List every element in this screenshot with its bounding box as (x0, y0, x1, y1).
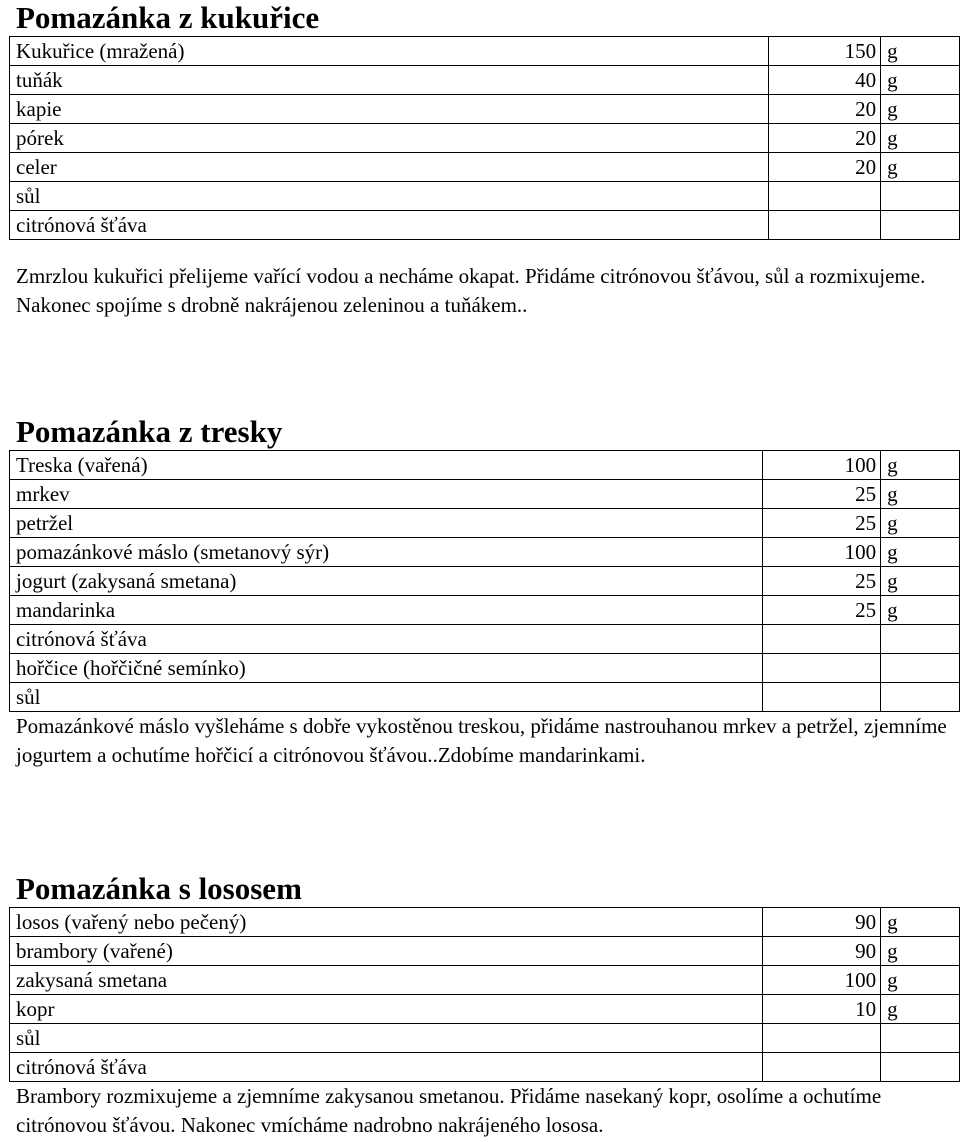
ingredient-name: brambory (vařené) (10, 937, 763, 966)
ingredient-name: sůl (10, 182, 769, 211)
ingredient-row (10, 995, 960, 1024)
ingredient-amount: 20 (769, 124, 881, 153)
ingredient-name: mandarinka (10, 596, 763, 625)
ingredient-unit: g (881, 596, 960, 625)
ingredient-name: kopr (10, 995, 763, 1024)
ingredient-unit: g (881, 937, 960, 966)
ingredient-unit: g (881, 153, 960, 182)
ingredient-row (10, 625, 960, 654)
ingredient-amount: 90 (763, 908, 881, 937)
ingredient-name: tuňák (10, 66, 769, 95)
ingredient-name: hořčice (hořčičné semínko) (10, 654, 763, 683)
ingredient-name: sůl (10, 1024, 763, 1053)
ingredient-unit: g (881, 995, 960, 1024)
ingredient-unit (881, 625, 960, 654)
ingredient-row (10, 567, 960, 596)
ingredient-amount: 25 (763, 596, 881, 625)
ingredient-row (10, 153, 960, 182)
ingredient-unit (881, 1053, 960, 1082)
recipe-cod-spread (0, 414, 960, 770)
ingredient-name: zakysaná smetana (10, 966, 763, 995)
ingredient-row (10, 451, 960, 480)
ingredient-amount: 100 (763, 451, 881, 480)
ingredient-row (10, 37, 960, 66)
ingredient-row (10, 1053, 960, 1082)
ingredient-name: citrónová šťáva (10, 1053, 763, 1082)
ingredient-amount: 100 (763, 966, 881, 995)
ingredient-unit (881, 1024, 960, 1053)
ingredient-row (10, 1024, 960, 1053)
ingredient-unit: g (881, 124, 960, 153)
ingredient-row (10, 211, 960, 240)
ingredient-amount: 20 (769, 95, 881, 124)
ingredient-amount: 90 (763, 937, 881, 966)
recipe-title: Pomazánka z kukuřice (16, 0, 320, 35)
ingredient-amount (769, 182, 881, 211)
ingredients-table (9, 907, 960, 1082)
ingredient-amount: 40 (769, 66, 881, 95)
ingredient-row (10, 538, 960, 567)
ingredient-unit: g (881, 966, 960, 995)
ingredient-name: jogurt (zakysaná smetana) (10, 567, 763, 596)
ingredient-row (10, 654, 960, 683)
ingredient-name: sůl (10, 683, 763, 712)
recipe-title: Pomazánka z tresky (16, 414, 283, 449)
ingredient-amount: 100 (763, 538, 881, 567)
ingredient-unit (881, 683, 960, 712)
ingredient-row (10, 509, 960, 538)
ingredient-unit (881, 182, 960, 211)
recipe-corn-spread (0, 0, 960, 320)
ingredient-unit: g (881, 908, 960, 937)
ingredient-name: petržel (10, 509, 763, 538)
ingredient-name: celer (10, 153, 769, 182)
ingredient-row (10, 908, 960, 937)
ingredient-unit: g (881, 480, 960, 509)
ingredient-name: kapie (10, 95, 769, 124)
recipe-instructions: Brambory rozmixujeme a zjemníme zakysanou smetanou. Přidáme nasekaný kopr, osolíme a ochutíme citrónovou šťávou. Nakonec vmícháme nadrobno nakrájeného lososa. (16, 1084, 882, 1137)
ingredients-table (9, 450, 960, 712)
ingredient-name: Kukuřice (mražená) (10, 37, 769, 66)
ingredient-amount: 25 (763, 567, 881, 596)
ingredient-unit: g (881, 567, 960, 596)
ingredient-name: pórek (10, 124, 769, 153)
ingredient-unit (881, 211, 960, 240)
ingredient-amount (769, 211, 881, 240)
ingredient-amount (763, 1053, 881, 1082)
ingredient-unit: g (881, 451, 960, 480)
recipe-salmon-spread (0, 871, 960, 1140)
ingredient-row (10, 683, 960, 712)
ingredient-name: Treska (vařená) (10, 451, 763, 480)
ingredient-name: losos (vařený nebo pečený) (10, 908, 763, 937)
ingredient-row (10, 966, 960, 995)
ingredient-amount: 10 (763, 995, 881, 1024)
ingredient-amount (763, 683, 881, 712)
ingredient-unit: g (881, 538, 960, 567)
ingredient-amount: 20 (769, 153, 881, 182)
recipe-instructions: Zmrzlou kukuřici přelijeme vařící vodou a necháme okapat. Přidáme citrónovou šťávou, sůl a rozmixujeme. Nakonec spojíme s drobně nakrájenou zeleninou a tuňákem.. (16, 264, 926, 317)
recipe-instructions: Pomazánkové máslo vyšleháme s dobře vykostěnou treskou, přidáme nastrouhanou mrkev a petržel, zjemníme jogurtem a ochutíme hořčicí a citrónovou šťávou..Zdobíme mandarinkami. (16, 714, 947, 767)
ingredient-name: citrónová šťáva (10, 625, 763, 654)
ingredient-unit: g (881, 509, 960, 538)
ingredients-table (9, 36, 960, 240)
ingredient-name: mrkev (10, 480, 763, 509)
ingredient-row (10, 596, 960, 625)
ingredient-amount (763, 625, 881, 654)
ingredient-unit (881, 654, 960, 683)
ingredient-amount (763, 654, 881, 683)
ingredient-amount (763, 1024, 881, 1053)
ingredient-row (10, 937, 960, 966)
recipe-title: Pomazánka s lososem (16, 871, 302, 906)
ingredient-unit: g (881, 95, 960, 124)
ingredient-unit: g (881, 66, 960, 95)
ingredient-row (10, 480, 960, 509)
ingredient-name: pomazánkové máslo (smetanový sýr) (10, 538, 763, 567)
ingredient-amount: 25 (763, 480, 881, 509)
ingredient-row (10, 124, 960, 153)
ingredient-name: citrónová šťáva (10, 211, 769, 240)
ingredient-row (10, 182, 960, 211)
ingredient-amount: 150 (769, 37, 881, 66)
ingredient-amount: 25 (763, 509, 881, 538)
ingredient-row (10, 95, 960, 124)
ingredient-row (10, 66, 960, 95)
ingredient-unit: g (881, 37, 960, 66)
